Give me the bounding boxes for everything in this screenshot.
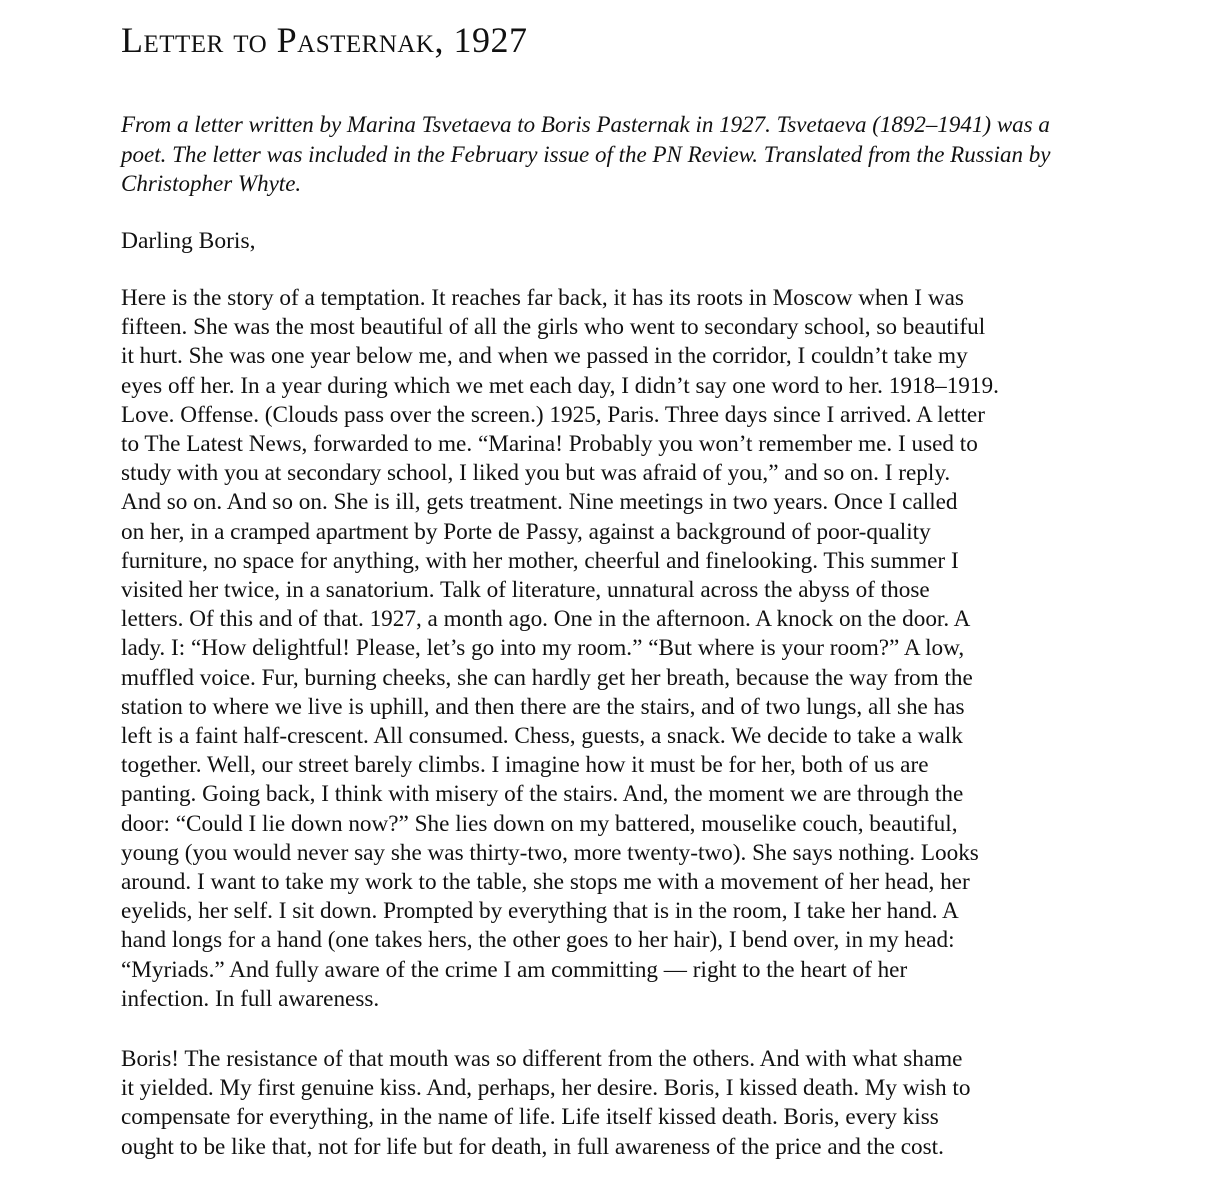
paragraph-line: it yielded. My first genuine kiss. And, perhaps, her desire. Boris, I kissed death. My wish to [121,1075,971,1102]
paragraph-line: Love. Offense. (Clouds pass over the screen.) 1925, Paris. Three days since I arrived. A letter [121,401,985,428]
paragraph-line: visited her twice, in a sanatorium. Talk of literature, unnatural across the abyss of those [121,577,930,604]
paragraph-line: on her, in a cramped apartment by Porte de Passy, against a background of poor-quality [121,518,931,545]
page-title: Letter to Pasternak, 1927 [121,20,528,60]
paragraph-line: Boris! The resistance of that mouth was so different from the others. And with what shame [121,1046,963,1072]
paragraph-line: to The Latest News, forwarded to me. “Marina! Probably you won’t remember me. I used to [121,431,978,458]
paragraph-line: Here is the story of a temptation. It reaches far back, it has its roots in Moscow when I was [121,285,964,311]
paragraph-line: young (you would never say she was thirty-two, more twenty-two). She says nothing. Looks [121,839,979,866]
paragraph-line: around. I want to take my work to the table, she stops me with a movement of her head, her [121,869,970,896]
paragraph-line: panting. Going back, I think with misery of the stairs. And, the moment we are through the [121,781,964,808]
intro-line: Christopher Whyte. [121,171,302,196]
paragraph-line: “Myriads.” And fully aware of the crime I am committing — right to the heart of her [121,956,908,983]
paragraph-line: fifteen. She was the most beautiful of all the girls who went to secondary school, so beautiful [121,314,986,341]
paragraph-line: study with you at secondary school, I liked you but was afraid of you,” and so on. I reply. [121,460,951,487]
paragraph-line: infection. In full awareness. [121,985,380,1012]
paragraph-line: it hurt. She was one year below me, and when we passed in the corridor, I couldn’t take my [121,343,968,370]
intro-line: poet. The letter was included in the February issue of the PN Review. Translated from the Russian by [121,141,1051,167]
body-paragraph-2 [121,1045,1116,1162]
salutation: Darling Boris, [121,228,256,254]
paragraph-line: hand longs for a hand (one takes hers, the other goes to her hair), I bend over, in my head: [121,927,955,954]
paragraph-line: muffled voice. Fur, burning cheeks, she can hardly get her breath, because the way from the [121,664,973,691]
paragraph-line: furniture, no space for anything, with her mother, cheerful and finelooking. This summer I [121,547,959,574]
paragraph-line: together. Well, our street barely climbs. I imagine how it must be for her, both of us are [121,752,929,779]
paragraph-line: letters. Of this and of that. 1927, a month ago. One in the afternoon. A knock on the door. A [121,606,971,633]
paragraph-line: left is a faint half-crescent. All consumed. Chess, guests, a snack. We decide to take a walk [121,723,963,750]
intro-note [121,110,1111,199]
paragraph-line: eyelids, her self. I sit down. Prompted by everything that is in the room, I take her hand. A [121,898,959,925]
intro-line: From a letter written by Marina Tsvetaeva to Boris Pasternak in 1927. Tsvetaeva (1892–1941) was a [121,112,1050,137]
paragraph-line: station to where we live is uphill, and then there are the stairs, and of two lungs, all she has [121,693,965,720]
paragraph-line: door: “Could I lie down now?” She lies down on my battered, mouselike couch, beautiful, [121,810,958,837]
paragraph-line: And so on. And so on. She is ill, gets treatment. Nine meetings in two years. Once I called [121,489,958,516]
body-paragraph-1 [121,284,1116,1014]
paragraph-line: ought to be like that, not for life but for death, in full awareness of the price and the cost. [121,1133,944,1160]
paragraph-line: compensate for everything, in the name of life. Life itself kissed death. Boris, every kiss [121,1104,939,1131]
paragraph-line: eyes off her. In a year during which we met each day, I didn’t say one word to her. 1918–1919. [121,372,999,399]
paragraph-line: lady. I: “How delightful! Please, let’s go into my room.” “But where is your room?” A low, [121,635,965,662]
